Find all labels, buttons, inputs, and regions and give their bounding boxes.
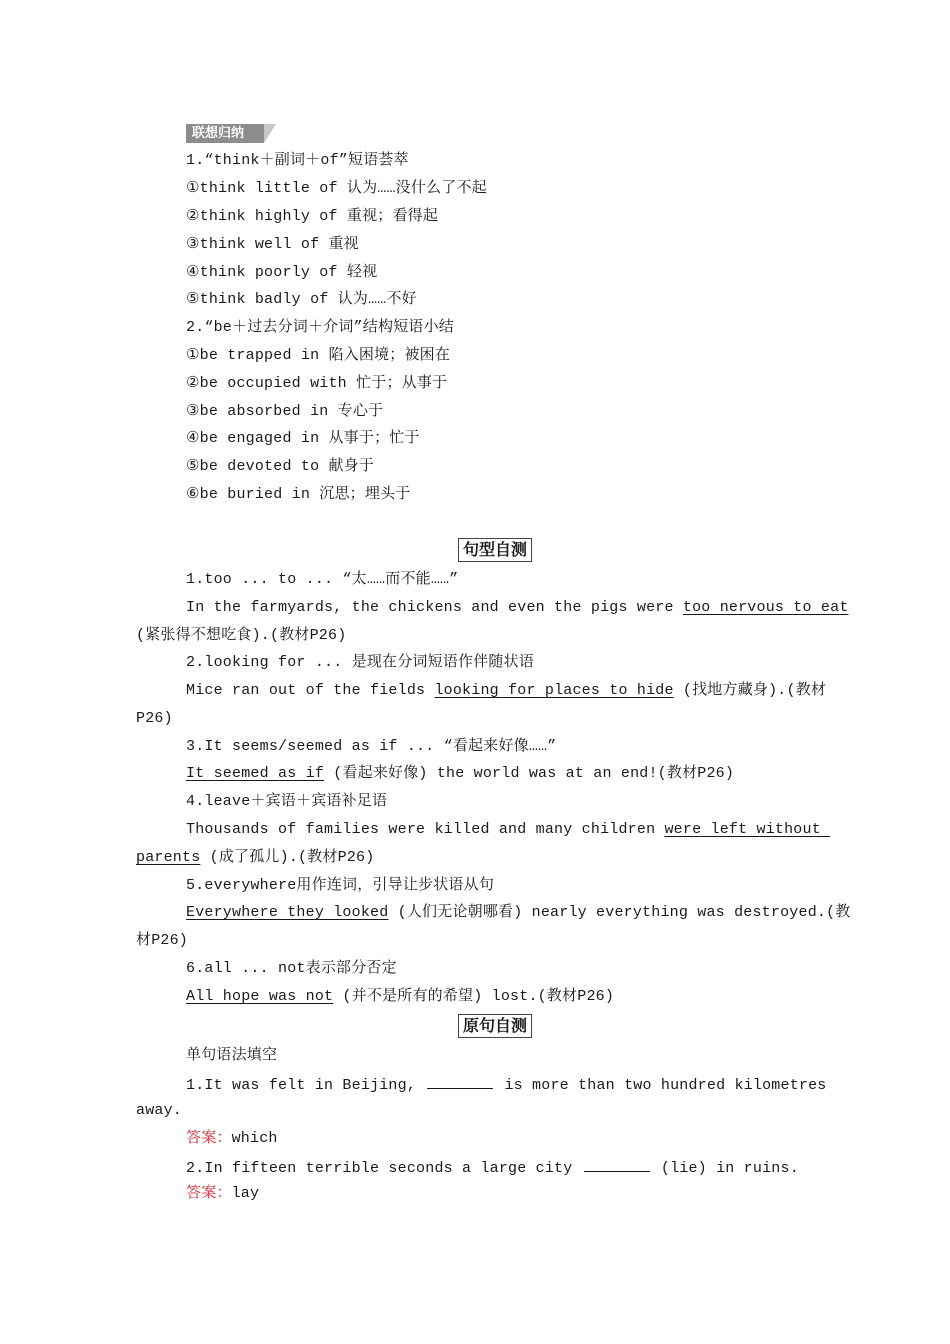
item-sentence-cont: P26) bbox=[136, 710, 173, 727]
exercise-subtitle: 单句语法填空 bbox=[186, 1047, 278, 1064]
assoc-item: ①be trapped in 陷入困境；被困在 bbox=[186, 347, 451, 364]
answer-label: 答案： bbox=[186, 1130, 232, 1147]
section-title-sentence-test: 句型自测 bbox=[458, 538, 532, 562]
assoc-heading-2: 2.“be＋过去分词＋介词”结构短语小结 bbox=[186, 319, 455, 336]
answer-underlined: Everywhere they looked bbox=[186, 904, 389, 921]
answer-underlined: parents bbox=[136, 849, 201, 866]
answer-1: 答案：which bbox=[186, 1130, 278, 1147]
association-tag bbox=[186, 124, 274, 143]
assoc-heading-1: 1.“think＋副词＋of”短语荟萃 bbox=[186, 152, 409, 169]
item-sentence-cont: (紧张得不想吃食).(教材P26) bbox=[136, 627, 347, 644]
section-title-original-sentence-test: 原句自测 bbox=[458, 1014, 532, 1038]
assoc-item: ④be engaged in 从事于；忙于 bbox=[186, 430, 420, 447]
item-heading: 6.all ... not表示部分否定 bbox=[186, 960, 397, 977]
answer-underlined: were left without bbox=[664, 821, 831, 838]
answer-underlined: too nervous to eat bbox=[682, 599, 849, 616]
item-heading: 4.leave＋宾语＋宾语补足语 bbox=[186, 793, 388, 810]
answer-underlined: looking for places to hide bbox=[434, 682, 674, 699]
assoc-item: ③be absorbed in 专心于 bbox=[186, 403, 384, 420]
item-heading: 5.everywhere用作连词，引导让步状语从句 bbox=[186, 877, 495, 894]
item-sentence-cont: 材P26) bbox=[136, 932, 189, 949]
answer-label: 答案： bbox=[186, 1185, 232, 1202]
tag-tail-decoration bbox=[264, 124, 276, 143]
item-sentence: In the farmyards, the chickens and even the pigs were too nervous to eat bbox=[186, 599, 849, 616]
assoc-item: ①think little of 认为……没什么了不起 bbox=[186, 180, 487, 197]
assoc-item: ②think highly of 重视；看得起 bbox=[186, 208, 439, 225]
item-heading: 3.It seems/seemed as if ... “看起来好像……” bbox=[186, 738, 557, 755]
answer-2: 答案：lay bbox=[186, 1185, 260, 1202]
question-1-cont: away. bbox=[136, 1102, 183, 1119]
fill-blank bbox=[427, 1074, 493, 1089]
item-heading: 1.too ... to ... “太……而不能……” bbox=[186, 571, 459, 588]
item-sentence: Everywhere they looked (人们无论朝哪看) nearly everything was destroyed.(教 bbox=[186, 904, 851, 921]
item-sentence: Mice ran out of the fields looking for places to hide (找地方藏身).(教材 bbox=[186, 682, 827, 699]
question-2: 2.In fifteen terrible seconds a large city (lie) in ruins. bbox=[186, 1157, 799, 1179]
item-sentence: Thousands of families were killed and many children were left without bbox=[186, 821, 831, 838]
association-tag-label: 联想归纳 bbox=[186, 124, 264, 143]
answer-underlined: All hope was not bbox=[186, 988, 334, 1005]
assoc-item: ⑤think badly of 认为……不好 bbox=[186, 291, 417, 308]
assoc-item: ②be occupied with 忙于；从事于 bbox=[186, 375, 448, 392]
item-sentence: All hope was not (并不是所有的希望) lost.(教材P26) bbox=[186, 988, 615, 1005]
assoc-item: ④think poorly of 轻视 bbox=[186, 264, 378, 281]
assoc-item: ⑤be devoted to 献身于 bbox=[186, 458, 375, 475]
item-heading: 2.looking for ... 是现在分词短语作伴随状语 bbox=[186, 654, 535, 671]
question-1: 1.It was felt in Beijing, is more than two hundred kilometres bbox=[186, 1074, 827, 1096]
fill-blank bbox=[584, 1157, 650, 1172]
assoc-item: ⑥be buried in 沉思；埋头于 bbox=[186, 486, 411, 503]
answer-underlined: It seemed as if bbox=[186, 765, 325, 782]
assoc-item: ③think well of 重视 bbox=[186, 236, 359, 253]
item-sentence-cont: parents (成了孤儿).(教材P26) bbox=[136, 849, 375, 866]
item-sentence: It seemed as if (看起来好像) the world was at an end!(教材P26) bbox=[186, 765, 735, 782]
